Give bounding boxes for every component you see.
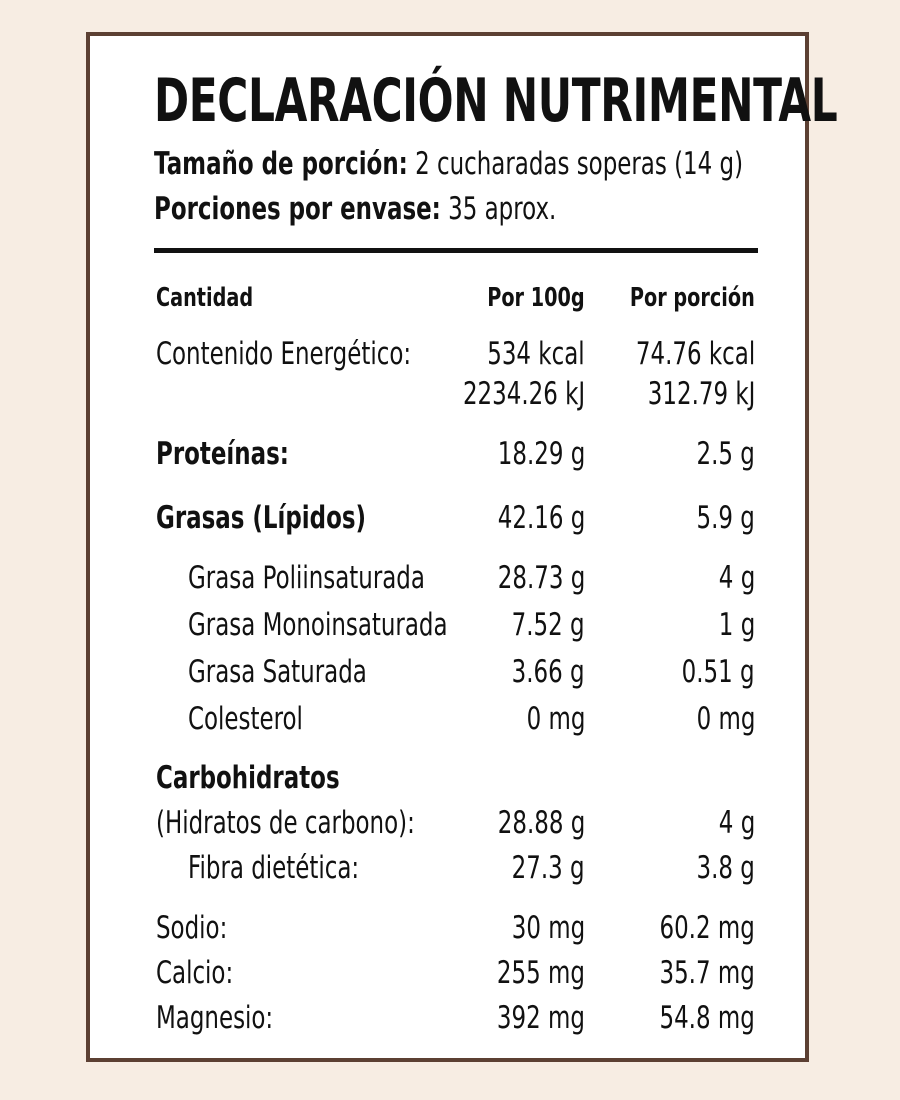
fat-sub-per100: 0 mg [526, 701, 585, 737]
fat-sub-label: Grasa Saturada [188, 654, 367, 690]
label-title: DECLARACIÓN NUTRIMENTAL [154, 66, 838, 136]
proteins-per100: 18.29 g [497, 436, 585, 472]
energy-per100-kj: 2234.26 kJ [462, 376, 585, 412]
carbs-row [90, 803, 813, 843]
serving-size [154, 144, 900, 184]
fat-sub-per100: 28.73 g [497, 560, 585, 596]
fiber-per100: 27.3 g [512, 850, 585, 886]
carbs-per100: 28.88 g [497, 805, 585, 841]
serving-size-value: 2 cucharadas soperas (14 g) [407, 146, 744, 182]
fat-sub-serving: 0.51 g [682, 654, 755, 690]
fats-row [90, 498, 813, 538]
energy-serving-kcal: 74.76 kcal [635, 336, 755, 372]
mineral-label: Calcio: [156, 955, 234, 991]
fat-sub-row [90, 652, 813, 692]
mineral-row [90, 908, 813, 948]
servings-label: Porciones por envase: [154, 191, 441, 227]
energy-kj-row [90, 374, 813, 414]
fat-sub-serving: 0 mg [696, 701, 755, 737]
mineral-label: Magnesio: [156, 1000, 274, 1036]
header-per-100g: Por 100g [487, 283, 585, 313]
servings-per-container [154, 189, 900, 229]
fat-sub-per100: 7.52 g [512, 607, 585, 643]
servings-value: 35 aprox. [440, 191, 557, 227]
fat-sub-per100: 3.66 g [512, 654, 585, 690]
fat-sub-serving: 4 g [718, 560, 755, 596]
proteins-row [90, 434, 813, 474]
fats-per100: 42.16 g [497, 500, 585, 536]
mineral-serving: 60.2 mg [659, 910, 755, 946]
fats-serving: 5.9 g [696, 500, 755, 536]
proteins-serving: 2.5 g [696, 436, 755, 472]
fat-sub-row [90, 699, 813, 739]
header-cantidad: Cantidad [156, 283, 254, 313]
mineral-per100: 255 mg [497, 955, 585, 991]
fat-sub-label: Colesterol [188, 701, 303, 737]
fat-sub-label: Grasa Monoinsaturada [188, 607, 448, 643]
header-per-serving: Por porción [630, 283, 755, 313]
fat-sub-row [90, 558, 813, 598]
mineral-label: Sodio: [156, 910, 228, 946]
mineral-per100: 392 mg [497, 1000, 585, 1036]
carbs-serving: 4 g [718, 805, 755, 841]
fats-label: Grasas (Lípidos) [156, 500, 366, 536]
carbs-label: Carbohidratos [156, 760, 340, 796]
carbs-heading-row [90, 758, 813, 798]
header-divider [154, 248, 758, 253]
energy-per100-kcal: 534 kcal [487, 336, 585, 372]
fiber-serving: 3.8 g [696, 850, 755, 886]
fiber-label: Fibra dietética: [188, 850, 360, 886]
mineral-per100: 30 mg [511, 910, 585, 946]
carbs-label-alt: (Hidratos de carbono): [156, 805, 415, 841]
mineral-row [90, 998, 813, 1038]
fiber-row [90, 848, 813, 888]
fat-sub-row [90, 605, 813, 645]
fat-sub-label: Grasa Poliinsaturada [188, 560, 425, 596]
table-header-row [90, 278, 813, 318]
energy-label: Contenido Energético: [156, 336, 412, 372]
mineral-serving: 54.8 mg [659, 1000, 755, 1036]
proteins-label: Proteínas: [156, 436, 289, 472]
energy-serving-kj: 312.79 kJ [647, 376, 755, 412]
serving-size-label: Tamaño de porción: [154, 146, 408, 182]
nutrition-label-card [86, 32, 838, 1062]
fat-sub-serving: 1 g [718, 607, 755, 643]
energy-row [90, 334, 813, 374]
mineral-serving: 35.7 mg [659, 955, 755, 991]
mineral-row [90, 953, 813, 993]
